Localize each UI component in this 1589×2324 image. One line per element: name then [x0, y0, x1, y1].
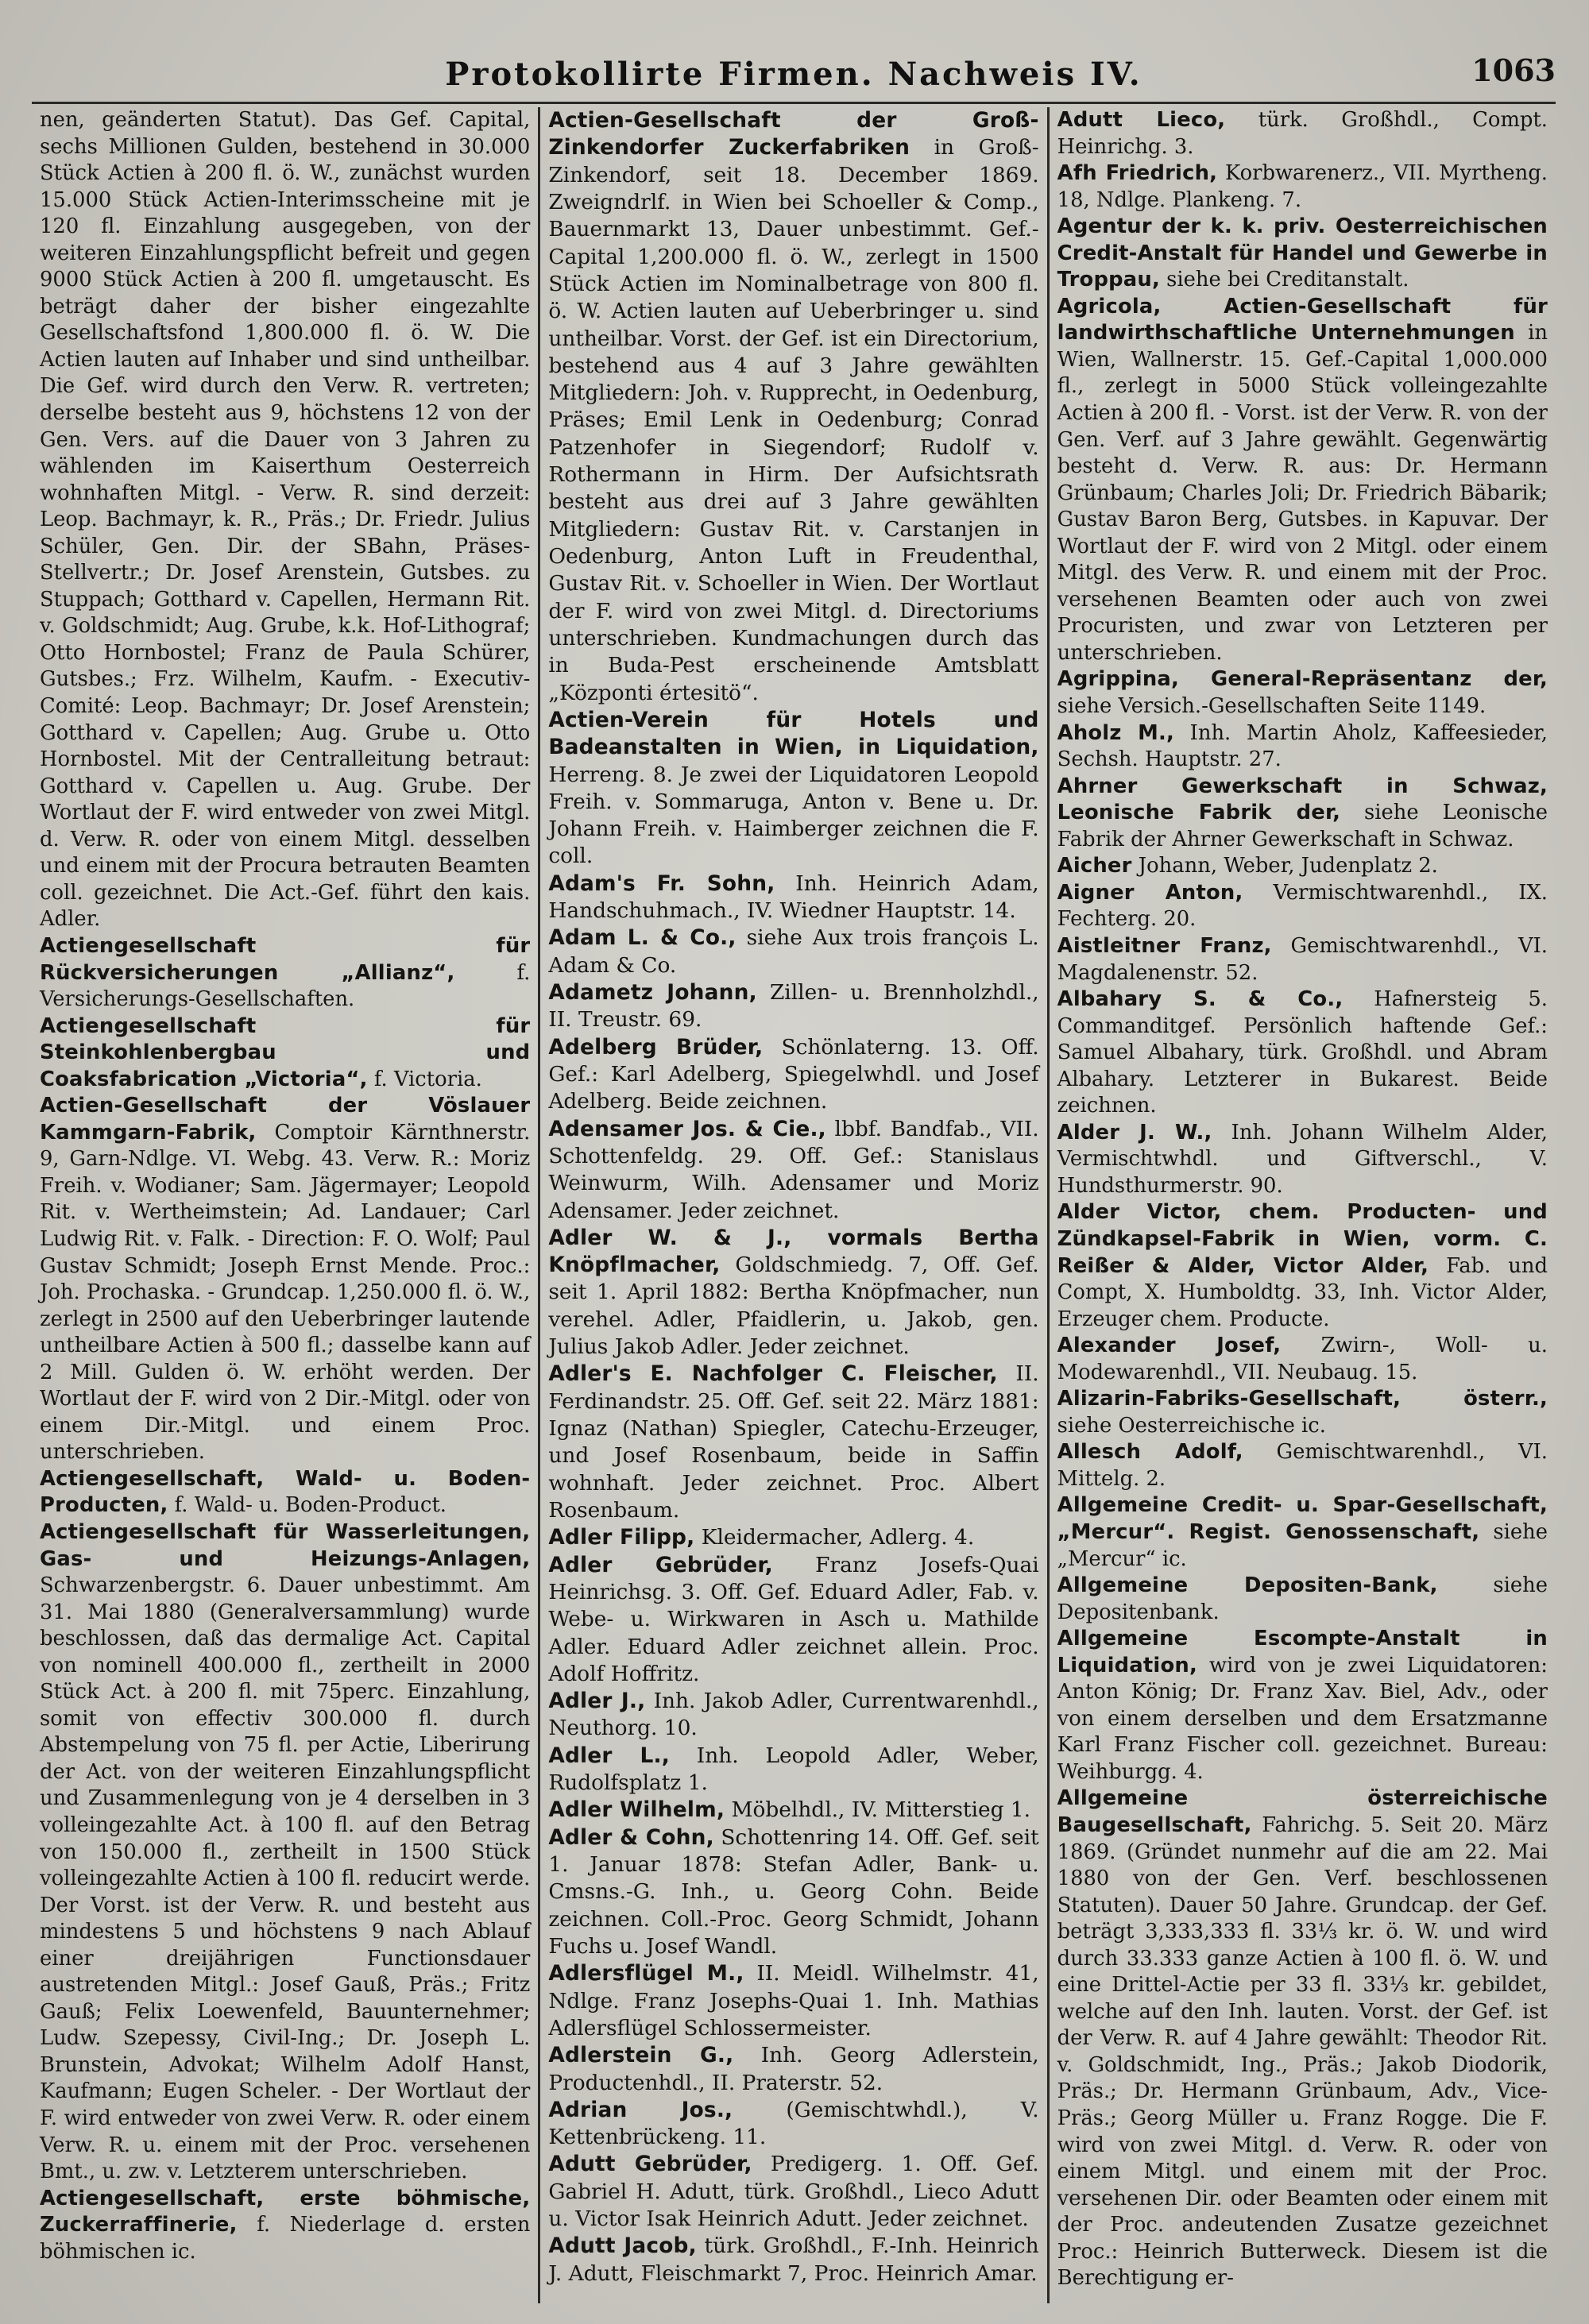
column-left: [32, 107, 538, 2303]
entry-text: Inh. Martin Aholz, Kaffeesieder, Sechsh. Hauptstr. 27.: [1057, 720, 1548, 772]
firm-name: Actiengesellschaft für Rückversicherungen „Allianz“,: [40, 933, 531, 985]
register-entry: [1057, 853, 1548, 880]
entry-text: Hafnersteig 5. Commanditgef. Persönlich haftende Gef.: Samuel Albahary, türk. Großhdl. und Abram Albahary. Letzterer in Bukarest. Beide zeichnen.: [1057, 987, 1548, 1118]
entry-text: siehe Aux trois françois L. Adam & Co.: [548, 925, 1039, 978]
firm-name: Alizarin-Fabriks-Gesellschaft, österr.,: [1057, 1387, 1548, 1411]
register-entry: [1057, 986, 1548, 1120]
register-entry: [548, 2042, 1038, 2097]
firm-name: Adensamer Jos. & Cie.,: [548, 1116, 826, 1141]
firm-name: Allesch Adolf,: [1057, 1440, 1243, 1465]
register-entry: [548, 1116, 1038, 1225]
firm-name: Adlersflügel M.,: [548, 1961, 744, 1986]
firm-name: Actien-Verein für Hotels und Badeanstalten in Wien, in Liquidation,: [548, 707, 1039, 760]
register-entry: [548, 925, 1038, 979]
register-entry: [548, 1361, 1038, 1524]
register-entry: [40, 933, 530, 1013]
register-entry: [1057, 214, 1548, 294]
firm-name: Actiengesellschaft für Wasserleitungen, Gas- und Heizungs-Anlagen,: [40, 1519, 531, 1571]
register-entry: [40, 1466, 530, 1519]
entry-text: türk. Großhdl., F.-Inh. Heinrich J. Adutt, Fleischmarkt 7, Proc. Heinrich Amar.: [548, 2233, 1039, 2286]
firm-name: Agentur der k. k. priv. Oesterreichischen Credit-Anstalt für Handel und Gewerbe in Troppau,: [1057, 214, 1548, 292]
register-entry: [1057, 1386, 1548, 1439]
register-entry: [1057, 1439, 1548, 1492]
register-entry: [1057, 1199, 1548, 1333]
entry-text: türk. Großhdl., Compt. Heinrichg. 3.: [1057, 108, 1548, 159]
register-entry: [548, 979, 1038, 1034]
entry-text: in Groß-Zinkendorf, seit 18. December 1869. Zweigndrlf. in Wien bei Schoeller & Comp., Bauernmarkt 13, Dauer unbestimmt. Gef.-Capital 1,200.000 fl. ö. W., zerlegt in 1500 Stück Actien im Nominalbetrage von 800 fl. ö. W. Actien lauten auf Ueberbringer u. sind untheilbar. Vorst. der Gef. ist ein Directorium, bestehend aus 4 auf 3 Jahre gewählten Mitgliedern: Joh. v. Rupprecht, in Oedenburg, Präses; Emil Lenk in Oedenburg; Conrad Patzenhofer in Siegendorf; Rudolf v. Rothermann in Hirm. Der Aufsichtsrath besteht aus drei auf 3 Jahre gewählten Mitgliedern: Gustav Rit. v. Carstanjen in Oedenburg, Anton Luft in Freudenthal, Gustav Rit. v. Schoeller in Wien. Der Wortlaut der F. wird von zwei Mitgl. d. Directoriums unterschrieben. Kundmachungen durch das in Buda-Pest erscheinende Amtsblatt „Központi értesitö“.: [548, 135, 1039, 705]
firm-name: Adler Gebrüder,: [548, 1552, 773, 1577]
entry-text: Zwirn-, Woll- u. Modewarenhdl., VII. Neubaug. 15.: [1057, 1334, 1548, 1384]
entry-text: Inh. Georg Adlerstein, Productenhdl., II. Praterstr. 52.: [548, 2043, 1039, 2095]
entry-text: siehe Depositenbank.: [1057, 1573, 1548, 1624]
register-entry: [1057, 1333, 1548, 1386]
entry-text: Gemischtwarenhdl., VI. Mittelg. 2.: [1057, 1440, 1548, 1491]
entry-text: Vermischtwarenhdl., IX. Fechterg. 20.: [1057, 880, 1548, 932]
firm-name: Adler W. & J., vormals Bertha Knöpflmacher,: [548, 1225, 1039, 1278]
register-entry: [1057, 880, 1548, 933]
firm-name: Adutt Gebrüder,: [548, 2152, 752, 2177]
entry-text: siehe bei Creditanstalt.: [1166, 268, 1409, 292]
entry-text: f. Niederlage d. ersten böhmischen ic.: [40, 2213, 531, 2264]
firm-name: Afh Friedrich,: [1057, 161, 1218, 186]
firm-name: Aicher: [1057, 854, 1132, 878]
firm-name: Adler Filipp,: [548, 1525, 695, 1550]
register-entry: [40, 1013, 530, 1094]
firm-name: Adler L.,: [548, 1743, 670, 1768]
firm-name: Aigner Anton,: [1057, 880, 1243, 905]
register-entry: [548, 1797, 1038, 1824]
firm-name: Adler's E. Nachfolger C. Fleischer,: [548, 1361, 998, 1387]
firm-name: Actien-Gesellschaft der Groß-Zinkendorfer Zuckerfabriken: [548, 108, 1039, 160]
entry-text: wird von je zwei Liquidatoren: Anton König; Dr. Franz Xav. Biel, Adv., oder von einem derselben und dem Ersatzmanne Karl Franz Fischer coll. gezeichnet. Bureau: Weihburgg. 4.: [1057, 1653, 1548, 1784]
firm-name: Adler Wilhelm,: [548, 1797, 725, 1823]
firm-name: Aholz M.,: [1057, 720, 1175, 745]
firm-name: Alder J. W.,: [1057, 1120, 1212, 1145]
firm-name: Alder Victor, chem. Producten- und Zündkapsel-Fabrik in Wien, vorm. C. Reißer & Alder, Victor Alder,: [1057, 1200, 1548, 1278]
firm-name: Allgemeine Credit- u. Spar-Gesellschaft, „Mercur“. Regist. Genossenschaft,: [1057, 1493, 1548, 1544]
entry-text: siehe Versich.-Gesellschaften Seite 1149.: [1057, 694, 1487, 719]
register-entry: [548, 1960, 1038, 2042]
register-entry: [1057, 1492, 1548, 1573]
register-entry: [40, 107, 530, 933]
firm-name: Actiengesellschaft, Wald- u. Boden-Producten,: [40, 1466, 531, 1518]
entry-text: lbbf. Bandfab., VII. Schottenfeldg. 29. Off. Gef.: Stanislaus Weinwurm, Wilh. Adensamer und Moriz Adensamer. Jeder zeichnet.: [548, 1116, 1039, 1223]
register-entry: [548, 2233, 1038, 2287]
firm-name: Adlerstein G.,: [548, 2043, 734, 2068]
register-entry: [548, 2097, 1038, 2152]
register-entry: [548, 2151, 1038, 2233]
register-entry: [40, 1519, 530, 2186]
register-entry: [1057, 933, 1548, 986]
entry-text: f. Wald- u. Boden-Product.: [174, 1493, 447, 1518]
firm-name: Adrian Jos.,: [548, 2097, 733, 2122]
entry-text: Kleidermacher, Adlerg. 4.: [701, 1525, 975, 1550]
firm-name: Adler & Cohn,: [548, 1824, 714, 1850]
entry-text: siehe „Mercur“ ic.: [1057, 1519, 1548, 1571]
register-entry: [40, 1093, 530, 1466]
firm-name: Adam L. & Co.,: [548, 925, 737, 951]
register-entry: [548, 707, 1038, 871]
register-entry: [1057, 1573, 1548, 1626]
register-entry: [1057, 1785, 1548, 2291]
text-columns: [32, 107, 1556, 2303]
register-entry: [548, 107, 1038, 707]
entry-text: f. Victoria.: [373, 1067, 482, 1091]
firm-name: Alexander Josef,: [1057, 1334, 1282, 1358]
firm-name: Adelberg Brüder,: [548, 1034, 764, 1060]
register-entry: [548, 1552, 1038, 1689]
firm-name: Agricola, Actien-Gesellschaft für landwirthschaftliche Unternehmungen: [1057, 294, 1548, 346]
entry-text: Inh. Leopold Adler, Weber, Rudolfsplatz 1.: [548, 1743, 1039, 1796]
firm-name: Aistleitner Franz,: [1057, 933, 1272, 958]
register-entry: [1057, 107, 1548, 160]
entry-text: Herreng. 8. Je zwei der Liquidatoren Leopold Freih. v. Sommaruga, Anton v. Bene u. Dr. Johann Freih. v. Haimberger zeichnen die F. coll.: [548, 762, 1039, 869]
firm-name: Actiengesellschaft, erste böhmische, Zuckerraffinerie,: [40, 2186, 531, 2237]
register-entry: [1057, 666, 1548, 720]
entry-text: siehe Leonische Fabrik der Ahrner Gewerkschaft in Schwaz.: [1057, 801, 1548, 851]
entry-text: Fahrichg. 5. Seit 20. März 1869. (Gründet nunmehr auf die am 22. Mai 1880 von der Gen. Verf. beschlossenen Statuten). Dauer 50 Jahre. Grundcap. der Gef. beträgt 3,333,333 fl. 33⅓ kr. ö. W. und wird durch 33.333 ganze Actien à 100 fl. ö. W. und eine Drittel-Actie per 33 fl. 33⅓ kr. gebildet, welche auf den Inh. lauten. Vorst. der Gef. ist der Verw. R. auf 4 Jahre gewählt: Theodor Rit. v. Goldschmidt, Ing., Präs.; Jakob Diodorik, Präs.; Dr. Hermann Grünbaum, Adv., Vice-Präs.; Georg Müller u. Franz Rogge. Die F. wird von zwei Mitgl. d. Verw. R. oder von einem Mitgl. und einem mit der Proc. versehenen Dir. oder Beamten oder einem mit der Proc. andeutenden Zusatze gezeichnet Proc.: Heinrich Butterweck. Diesem ist die Berechtigung er-: [1057, 1813, 1548, 2291]
register-entry: [1057, 1626, 1548, 1785]
register-entry: [548, 871, 1038, 925]
firm-name: Agrippina, General-Repräsentanz der,: [1057, 667, 1548, 692]
entry-text: Schönlaterng. 13. Off. Gef.: Karl Adelberg, Spiegelwhdl. und Josef Adelberg. Beide zeichnen.: [548, 1034, 1039, 1114]
entry-text: Fab. und Compt, X. Humboldtg. 33, Inh. Victor Alder, Erzeuger chem. Producte.: [1057, 1253, 1548, 1331]
page-number: 1063: [1471, 52, 1556, 88]
page-header: [32, 46, 1556, 104]
entry-text: Möbelhdl., IV. Mitterstieg 1.: [731, 1797, 1031, 1823]
register-entry: [1057, 160, 1548, 214]
entry-text: Comptoir Kärnthnerstr. 9, Garn-Ndlge. VI. Webg. 43. Verw. R.: Moriz Freih. v. Wodianer; Sam. Jägermayer; Leopold Rit. v. Wertheimstein; Ad. Landauer; Carl Ludwig Rit. v. Falk. - Direction: F. O. Wolf; Paul Gustav Schmidt; Joseph Ernst Mende. Proc.: Joh. Prochaska. - Grundcap. 1,250.000 fl. ö. W., zerlegt in 2500 auf den Ueberbringer lautende untheilbare Actien à 500 fl.; dasselbe kann auf 2 Mill. Gulden ö. W. erhöht werden. Der Wortlaut der F. wird von 2 Dir.-Mitgl. oder von einem Dir.-Mitgl. und einem Proc. unterschrieben.: [40, 1120, 531, 1465]
column-right: [1047, 107, 1556, 2303]
register-entry: [548, 1743, 1038, 1797]
entry-text: Korbwarenerz., VII. Myrtheng. 18, Ndlge. Plankeng. 7.: [1057, 161, 1548, 212]
entry-text: Inh. Jakob Adler, Currentwarenhdl., Neuthorg. 10.: [548, 1689, 1039, 1741]
register-entry: [548, 1824, 1038, 1961]
register-entry: [1057, 774, 1548, 854]
register-entry: [1057, 720, 1548, 774]
register-entry: [548, 1034, 1038, 1116]
firm-name: Allgemeine österreichische Baugesellschaft,: [1057, 1786, 1548, 1837]
running-title: Protokollirte Firmen. Nachweis IV.: [445, 55, 1142, 93]
firm-name: Adam's Fr. Sohn,: [548, 871, 775, 896]
entry-text: Gemischtwarenhdl., VI. Magdalenenstr. 52.: [1057, 933, 1548, 985]
firm-name: Adutt Jacob,: [548, 2233, 697, 2259]
firm-name: Adametz Johann,: [548, 980, 757, 1005]
entry-text: in Wien, Wallnerstr. 15. Gef.-Capital 1,000.000 fl., zerlegt in 5000 Stück volleingezahlte Actien à 200 fl. - Vorst. ist der Verw. R. von der Gen. Verf. auf 3 Jahre gewählt. Gegenwärtig besteht d. Verw. R. aus: Dr. Hermann Grünbaum; Charles Joli; Dr. Friedrich Bäbarik; Gustav Baron Berg, Gutsbes. in Kapuvar. Der Wortlaut der F. wird von 2 Mitgl. oder einem Mitgl. des Verw. R. und einem mit der Proc. versehenen Beamten oder auch von zwei Procuristen, und zwar von Letzteren per unterschrieben.: [1057, 321, 1548, 665]
entry-text: Goldschmiedg. 7, Off. Gef. seit 1. April 1882: Bertha Knöpfmacher, nun verehel. Adler, Pfaidlerin, u. Jakob, gen. Julius Jakob Adler. Jeder zeichnet.: [548, 1253, 1039, 1360]
firm-name: Actiengesellschaft für Steinkohlenbergbau und Coaksfabrication „Victoria“,: [40, 1013, 531, 1091]
entry-text: Inh. Johann Wilhelm Alder, Vermischtwhdl. und Giftverschl., V. Hundsthurmerstr. 90.: [1057, 1120, 1548, 1198]
firm-name: Allgemeine Depositen-Bank,: [1057, 1573, 1438, 1598]
register-entry: [40, 2186, 530, 2266]
firm-name: Albahary S. & Co.,: [1057, 987, 1343, 1012]
register-entry: [1057, 294, 1548, 667]
entry-text: (Gemischtwhdl.), V. Kettenbrückeng. 11.: [548, 2097, 1039, 2150]
register-entry: [548, 1524, 1038, 1551]
firm-name: Actien-Gesellschaft der Vöslauer Kammgarn-Fabrik,: [40, 1094, 531, 1145]
register-entry: [1057, 1120, 1548, 1200]
entry-text: Inh. Heinrich Adam, Handschuhmach., IV. Wiedner Hauptstr. 14.: [548, 871, 1039, 924]
column-middle: [538, 107, 1046, 2303]
register-entry: [548, 1688, 1038, 1743]
firm-name: Adler J.,: [548, 1689, 646, 1714]
firm-name: Allgemeine Escompte-Anstalt in Liquidation,: [1057, 1627, 1548, 1677]
entry-text: Schwarzenbergstr. 6. Dauer unbestimmt. Am 31. Mai 1880 (Generalversammlung) wurde beschlossen, daß das dermalige Act. Capital von nominell 400.000 fl., zertheilt in 2000 Stück Act. à 200 fl. mit 75perc. Einzahlung, somit von effectiv 300.000 fl. durch Abstempelung von 75 fl. per Actie, Liberirung der Act. von der weiteren Einzahlungspflicht und Zusammenlegung von je 4 derselben in 3 volleingezahlte Act. à 100 fl. auf den Betrag von 150.000 fl., zertheilt in 1500 Stück volleingezahlte Actien à 100 fl. reducirt werde. Der Vorst. ist der Verw. R. und besteht aus mindestens 5 und höchstens 9 nach Ablauf einer dreijährigen Functionsdauer austretenden Mitgl.: Josef Gauß, Präs.; Fritz Gauß; Felix Loewenfeld, Bauunternehmer; Ludw. Szepessy, Civil-Ing.; Dr. Joseph L. Brunstein, Advokat; Wilhelm Adolf Hanst, Kaufmann; Eugen Scheler. - Der Wortlaut der F. wird entweder von zwei Verw. R. oder einem Verw. R. u. einem mit der Proc. versehenen Bmt., u. zw. v. Letzterem unterschrieben.: [40, 1573, 531, 2184]
entry-text: f. Versicherungs-Gesellschaften.: [40, 960, 531, 1012]
entry-text: Predigerg. 1. Off. Gef. Gabriel H. Adutt, türk. Großhdl., Lieco Adutt u. Victor Isak Heinrich Adutt. Jeder zeichnet.: [548, 2152, 1039, 2232]
firm-name: Ahrner Gewerkschaft in Schwaz, Leonische Fabrik der,: [1057, 774, 1548, 825]
entry-text: Zillen- u. Brennholzhdl., II. Treustr. 69.: [548, 980, 1039, 1033]
entry-text: Schottenring 14. Off. Gef. seit 1. Januar 1878: Stefan Adler, Bank- u. Cmsns.-G. Inh., u. Georg Cohn. Beide zeichnen. Coll.-Proc. Georg Schmidt, Johann Fuchs u. Josef Wandl.: [548, 1824, 1039, 1959]
entry-text: Johann, Weber, Judenplatz 2.: [1138, 854, 1438, 878]
entry-text: II. Meidl. Wilhelmstr. 41, Ndlge. Franz Josephs-Quai 1. Inh. Mathias Adlersflügel Schlossermeister.: [548, 1961, 1039, 2040]
entry-text: Franz Josefs-Quai Heinrichsg. 3. Off. Gef. Eduard Adler, Fab. v. Webe- u. Wirkwaren in Asch u. Mathilde Adler. Eduard Adler zeichnet allein. Proc. Adolf Hoffritz.: [548, 1552, 1039, 1686]
entry-text: nen, geänderten Statut). Das Gef. Capital, sechs Millionen Gulden, bestehend in 30.000 Stück Actien à 200 fl. ö. W., zunächst wurden 15.000 Stück Actien-Interimsscheine mit je 120 fl. Einzahlung ausgegeben, von der weiteren Einzahlungspflicht befreit und gegen 9000 Stück Actien à 200 fl. umgetauscht. Es beträgt daher der bisher eingezahlte Gesellschaftsfond 1,800.000 fl. ö. W. Die Actien lauten auf Inhaber und sind untheilbar. Die Gef. wird durch den Verw. R. vertreten; derselbe besteht aus 9, höchstens 12 von der Gen. Vers. auf die Dauer von 3 Jahren zu wählenden im Kaiserthum Oesterreich wohnhaften Mitgl. - Verw. R. sind derzeit: Leop. Bachmayr, k. R., Präs.; Dr. Friedr. Julius Schüler, Gen. Dir. der SBahn, Präses-Stellvertr.; Dr. Josef Arenstein, Gutsbes. zu Stuppach; Gotthard v. Capellen, Hermann Rit. v. Goldschmidt; Aug. Grube, k.k. Hof-Lithograf; Otto Hornbostel; Franz de Paula Schürer, Gutsbes.; Frz. Wilhelm, Kaufm. - Executiv-Comité: Leop. Bachmayr; Dr. Josef Arenstein; Gotthard v. Capellen; Aug. Grube u. Otto Hornbostel. Mit der Centralleitung betraut: Gotthard v. Capellen u. Aug. Grube. Der Wortlaut der F. wird entweder von zwei Mitgl. d. Verw. R. oder von einem Mitgl. desselben und einem mit der Procura betrauten Beamten coll. gezeichnet. Die Act.-Gef. führt den kais. Adler.: [40, 108, 531, 932]
register-entry: [548, 1225, 1038, 1361]
entry-text: II. Ferdinandstr. 25. Off. Gef. seit 22. März 1881: Ignaz (Nathan) Spiegler, Catechu-Erzeuger, und Josef Rosenbaum, beide in Saffin wohnhaft. Jeder zeichnet. Proc. Albert Rosenbaum.: [548, 1361, 1039, 1523]
entry-text: siehe Oesterreichische ic.: [1057, 1413, 1326, 1438]
firm-name: Adutt Lieco,: [1057, 108, 1226, 132]
